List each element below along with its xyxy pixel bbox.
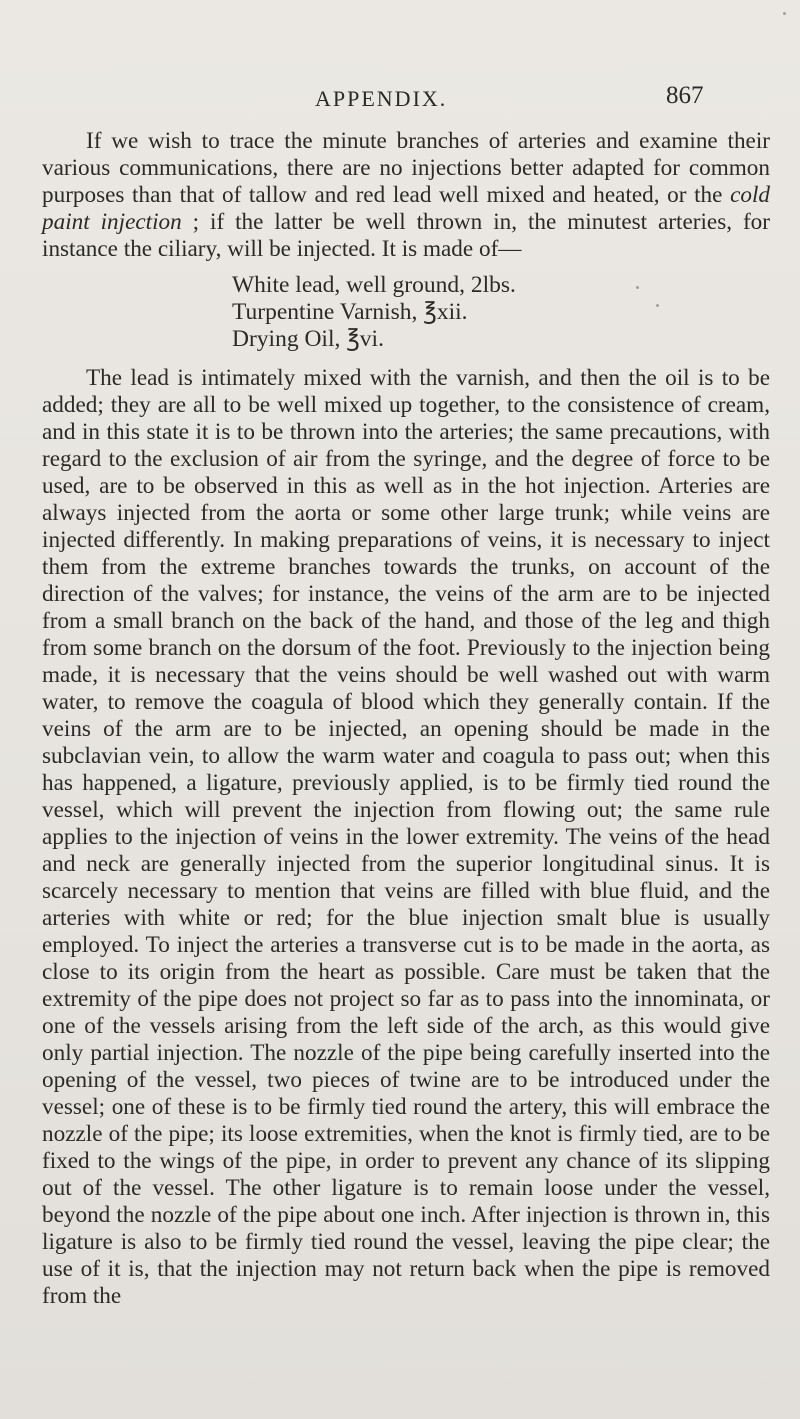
recipe-line-white-lead: White lead, well ground, 2lbs. — [232, 272, 516, 298]
page-number: 867 — [666, 82, 704, 109]
paragraph-1-italic-term: cold paint injection — [42, 182, 770, 235]
paragraph-1 — [42, 128, 770, 263]
paragraph-2: The lead is intimately mixed with the varnish, and then the oil is to be added; they are all to be well mixed up together, to the consistence of cream, and in this state it is to be thrown into the arteries; the same precautions, with regard to the exclusion of air from the syringe, and the degree of force to be used, are to be observed in this as well as in the hot injection. Arteries are always injected from the aorta or some other large trunk; while veins are injected differently. In making preparations of veins, it is necessary to inject them from the extreme branches towards the trunks, on account of the direction of the valves; for instance, the veins of the arm are to be injected from a small branch on the back of the hand, and those of the leg and thigh from some branch on the dorsum of the foot. Previously to the injection being made, it is necessary that the veins should be well washed out with warm water, to remove the coagula of blood which they generally contain. If the veins of the arm are to be injected, an opening should be made in the subclavian vein, to allow the warm water and coagula to pass out; when this has happened, a ligature, previously applied, is to be firmly tied round the vessel, which will prevent the injection from flowing out; the same rule applies to the injection of veins in the lower extremity. The veins of the head and neck are generally injected from the superior longitudinal sinus. It is scarcely necessary to mention that veins are filled with blue fluid, and the arteries with white or red; for the blue injection smalt blue is usually employed. To inject the arteries a transverse cut is to be made in the aorta, as close to its origin from the heart as possible. Care must be taken that the extremity of the pipe does not project so far as to pass into the innominata, or one of the vessels arising from the left side of the arch, as this would give only partial injection. The nozzle of the pipe being carefully inserted into the opening of the vessel, two pieces of twine are to be introduced under the vessel; one of these is to be firmly tied round the artery, this will embrace the nozzle of the pipe; its loose extremities, when the knot is firmly tied, are to be fixed to the wings of the pipe, in order to prevent any chance of its slipping out of the vessel. The other ligature is to remain loose under the vessel, beyond the nozzle of the pipe about one inch. After injection is thrown in, this ligature is also to be firmly tied round the vessel, leaving the pipe clear; the use of it is, that the injection may not return back when the pipe is removed from the — [42, 365, 770, 1309]
paragraph-1-text-end: ; if the latter be well thrown in, the minutest arteries, for instance the ciliary, will be injected. It is made of— — [42, 209, 770, 262]
recipe-line-drying-oil: Drying Oil, ℥vi. — [232, 326, 384, 352]
running-head-title: APPENDIX. — [315, 86, 448, 111]
paper-speck — [636, 286, 639, 289]
paper-speck — [656, 304, 659, 307]
body-text — [42, 128, 770, 1310]
paragraph-1-text-start: If we wish to trace the minute branches of arteries and examine their various communications, there are no injections better adapted for common purposes than that of tallow and red lead well mixed and heated, or the — [42, 128, 770, 208]
recipe-line-turpentine-varnish: Turpentine Varnish, ℥xii. — [232, 299, 468, 325]
recipe-list — [232, 272, 770, 353]
paper-speck — [783, 12, 786, 15]
running-head — [0, 78, 800, 118]
